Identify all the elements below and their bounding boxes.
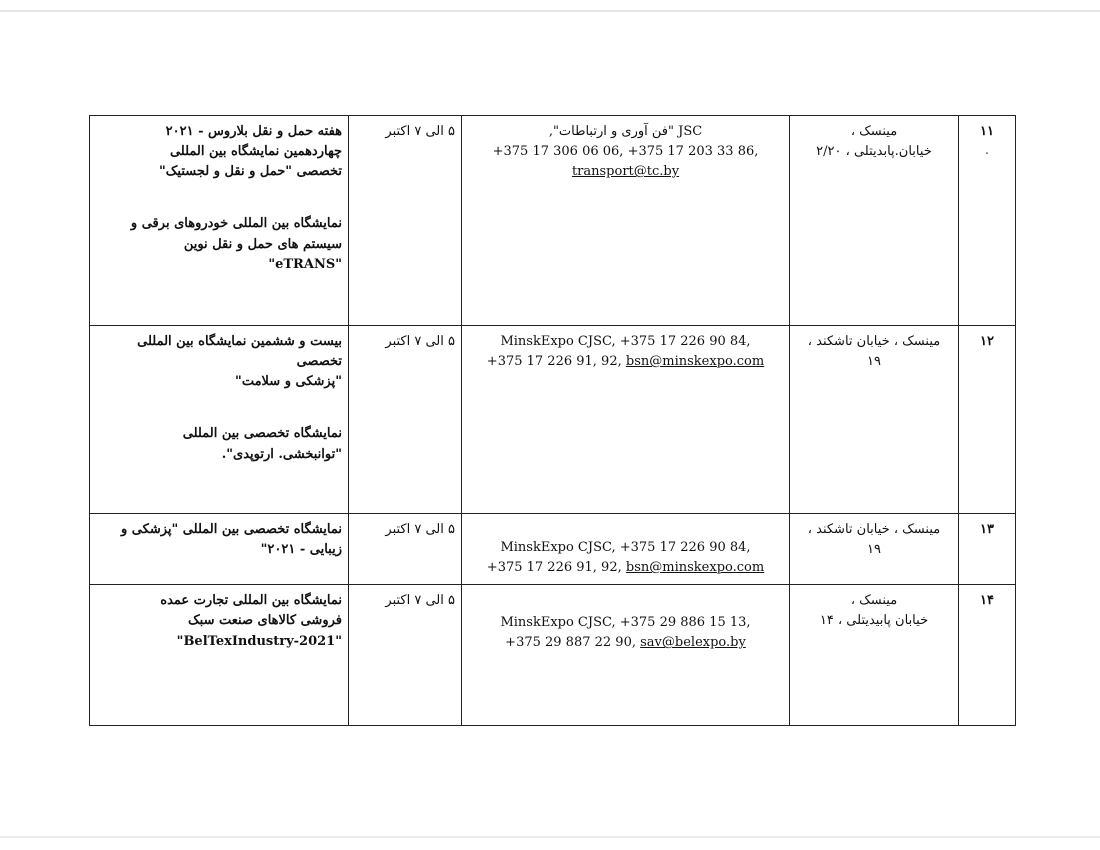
contact-cell [462, 585, 790, 726]
address-cell [790, 116, 959, 326]
contact-email-link[interactable]: transport@tc.by [571, 164, 680, 180]
event-date: ۵ الی ۷ اکتبر [385, 593, 455, 609]
title-line: بیست و ششمین نمایشگاه بین المللی [137, 334, 342, 349]
table-row [90, 514, 1016, 585]
scan-edge-top [0, 10, 1100, 12]
row-number-cell [959, 585, 1016, 726]
row-number: ۱۳ [980, 522, 994, 537]
contact-line: MinskExpo CJSC, +375 17 226 90 84, [500, 540, 751, 555]
title-cell [90, 326, 349, 514]
row-number: ۱۱ [980, 124, 994, 139]
title-line: نمایشگاه بین المللی خودروهای برقی و [130, 216, 342, 232]
exhibitions-table [89, 115, 1016, 726]
scan-edge-bottom [0, 836, 1100, 838]
spacer [96, 392, 342, 424]
title-line: "BelTexIndustry-2021" [176, 633, 342, 649]
spacer [468, 591, 783, 613]
contact-line: +375 17 226 91, 92, [486, 560, 622, 576]
title-line: "eTRANS" [268, 256, 342, 272]
table-row [90, 585, 1016, 726]
row-number: ۱۴ [980, 593, 994, 609]
contact-email-link[interactable]: bsn@minskexpo.com [625, 560, 765, 576]
date-cell [349, 116, 462, 326]
date-cell [349, 514, 462, 585]
contact-email-link[interactable]: bsn@minskexpo.com [625, 354, 765, 370]
row-number-cell [959, 514, 1016, 585]
row-number: ۱۲ [980, 334, 994, 349]
title-line: زیبایی - ۲۰۲۱" [260, 542, 342, 558]
event-date: ۵ الی ۷ اکتبر [385, 522, 455, 537]
table-row [90, 116, 1016, 326]
address-line: مینسک ، خیابان تاشکند ، [807, 334, 941, 349]
contact-cell [462, 514, 790, 585]
title-line: "توانبخشی. ارتوپدی". [221, 446, 342, 462]
title-line: تخصصی [296, 354, 342, 370]
title-line: نمایشگاه تخصصی بین المللی [182, 426, 342, 442]
address-line: خیابان.پابدیتلی ، ۲/۲۰ [816, 144, 932, 160]
title-line: تخصصی "حمل و نقل و لجستیک" [159, 164, 342, 180]
date-cell [349, 326, 462, 514]
title-line: سیستم های حمل و نقل نوین [183, 236, 342, 252]
spacer [468, 520, 783, 538]
event-date: ۵ الی ۷ اکتبر [385, 124, 455, 139]
title-cell [90, 514, 349, 585]
contact-cell [462, 326, 790, 514]
title-line: نمایشگاه بین المللی تجارت عمده [160, 593, 342, 609]
address-cell [790, 514, 959, 585]
contact-cell [462, 116, 790, 326]
title-line: هفته حمل و نقل بلاروس - ۲۰۲۱ [165, 124, 342, 139]
title-line: نمایشگاه تخصصی بین المللی "پزشکی و [121, 522, 342, 537]
contact-line: +375 17 226 91, 92, [486, 354, 622, 370]
contact-line: +375 29 887 22 90, [505, 635, 636, 651]
date-cell [349, 585, 462, 726]
address-line: ۱۹ [867, 542, 881, 558]
title-line: "پزشکی و سلامت" [235, 374, 342, 390]
contact-line: MinskExpo CJSC, +375 29 886 15 13, [500, 615, 751, 631]
contact-phones: +375 17 306 06 06, +375 17 203 33 86, [492, 144, 759, 160]
margin-mark: . [985, 147, 989, 158]
contact-email-link[interactable]: sav@belexpo.by [640, 635, 746, 651]
title-cell [90, 585, 349, 726]
address-cell [790, 585, 959, 726]
spacer [96, 182, 342, 214]
address-cell [790, 326, 959, 514]
table-row [90, 326, 1016, 514]
row-number-cell [959, 326, 1016, 514]
address-line: مینسک ، خیابان تاشکند ، [807, 522, 941, 537]
title-line: فروشی کالاهای صنعت سبک [188, 613, 342, 629]
address-line: خیابان پابیدیتلی ، ۱۴ [819, 613, 929, 629]
event-date: ۵ الی ۷ اکتبر [385, 334, 455, 349]
address-line: مینسک ، [850, 593, 898, 609]
title-cell [90, 116, 349, 326]
address-line: ۱۹ [867, 354, 881, 370]
contact-org: JSC "فن آوری و ارتباطات", [548, 124, 703, 139]
row-number-cell [959, 116, 1016, 326]
title-line: چهاردهمین نمایشگاه بین المللی [169, 144, 342, 160]
address-line: مینسک ، [850, 124, 898, 139]
contact-line: MinskExpo CJSC, +375 17 226 90 84, [500, 334, 751, 349]
